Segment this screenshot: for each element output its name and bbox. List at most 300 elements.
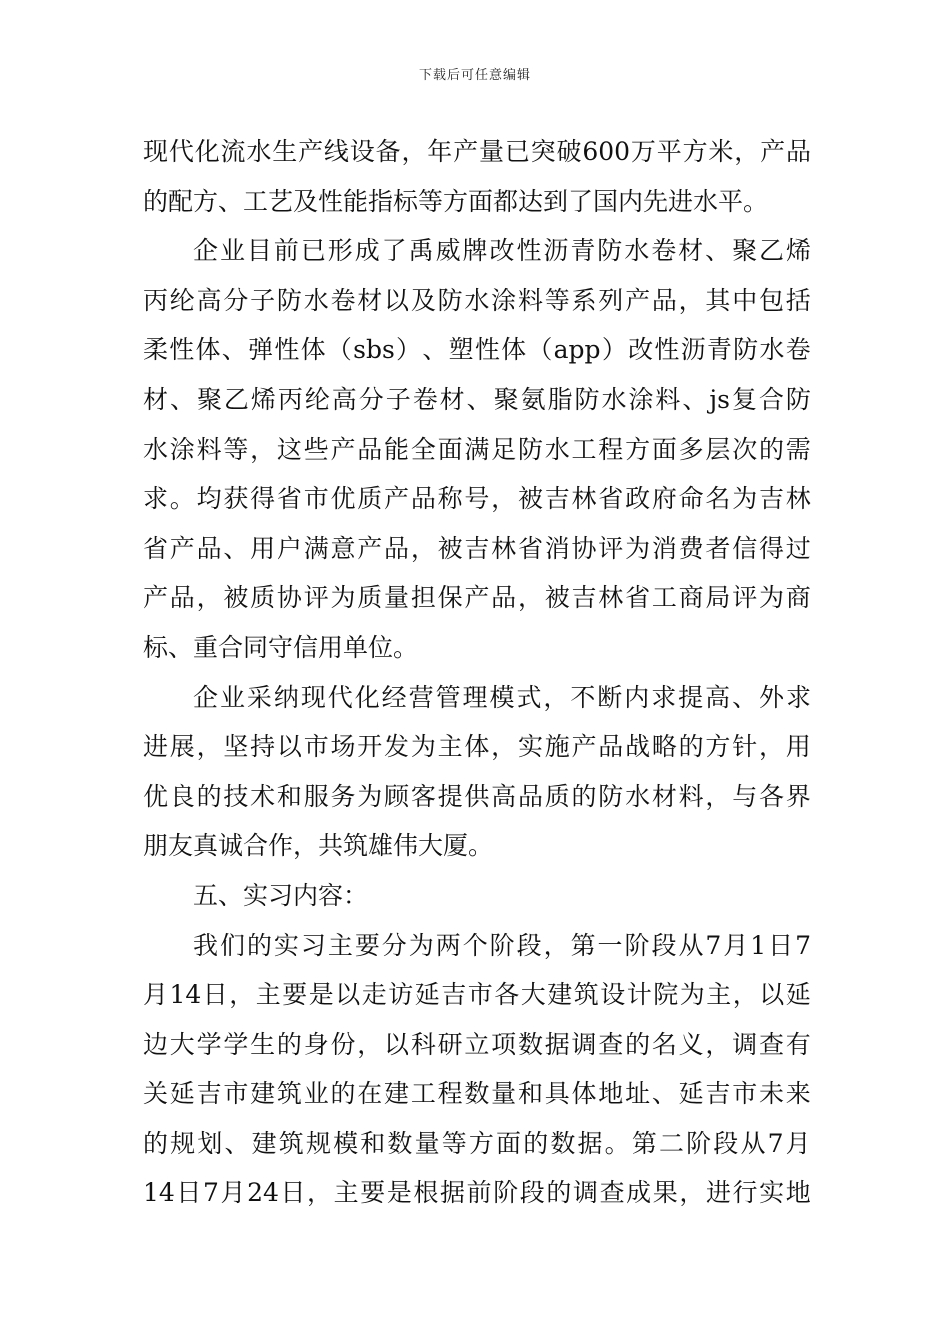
glyph: 吉 xyxy=(196,1079,222,1109)
glyph: 体 xyxy=(571,1079,597,1109)
glyph: 段 xyxy=(651,930,677,960)
glyph: 查 xyxy=(598,1029,624,1059)
glyph: 略 xyxy=(651,732,677,762)
glyph: 涂 xyxy=(169,434,195,464)
glyph: 塑 xyxy=(448,335,474,365)
glyph: 600 xyxy=(582,137,631,166)
glyph: 均 xyxy=(196,484,222,514)
glyph: 的 xyxy=(678,732,704,762)
glyph: 户 xyxy=(276,533,302,563)
glyph: 高 xyxy=(331,384,357,414)
glyph: ， xyxy=(307,1178,333,1208)
glyph: 调 xyxy=(572,1178,598,1208)
glyph: 院 xyxy=(653,980,679,1010)
glyph: 产 xyxy=(760,137,786,166)
glyph: 协 xyxy=(571,533,597,563)
glyph: 质 xyxy=(357,583,383,613)
glyph: 等 xyxy=(544,285,570,315)
glyph: 是 xyxy=(386,1178,412,1208)
glyph: 进 xyxy=(143,732,169,762)
glyph: 从 xyxy=(678,930,704,960)
glyph: 工 xyxy=(651,583,677,613)
glyph: 方 xyxy=(468,1128,494,1158)
glyph: 为 xyxy=(408,930,434,960)
glyph: 产 xyxy=(384,484,410,514)
glyph: 信 xyxy=(732,533,758,563)
text-line xyxy=(143,573,811,623)
glyph: 延 xyxy=(169,1079,195,1109)
glyph: 阶 xyxy=(686,1128,712,1158)
glyph: 坚 xyxy=(223,732,249,762)
glyph: 列 xyxy=(598,285,624,315)
text-line xyxy=(143,226,811,276)
glyph: 良 xyxy=(169,781,195,811)
glyph: 技 xyxy=(223,781,249,811)
glyph: app xyxy=(553,335,601,365)
glyph: ， xyxy=(517,583,543,613)
glyph: 发 xyxy=(384,732,410,762)
glyph: 料 xyxy=(196,434,222,464)
glyph: 们 xyxy=(219,930,245,960)
glyph: ， xyxy=(491,732,517,762)
glyph: 品 xyxy=(196,533,222,563)
glyph: 求 xyxy=(143,484,169,514)
glyph: 中 xyxy=(732,285,758,315)
glyph: 战 xyxy=(625,732,651,762)
glyph: 量 xyxy=(414,1128,440,1158)
glyph: 烯 xyxy=(250,384,276,414)
glyph: 水 xyxy=(464,285,490,315)
glyph: 品 xyxy=(384,533,410,563)
glyph: 为 xyxy=(732,484,758,514)
glyph: 目 xyxy=(246,236,272,266)
glyph: 方 xyxy=(625,434,651,464)
glyph: 前 xyxy=(273,236,299,266)
text-line xyxy=(143,127,811,177)
glyph: 供 xyxy=(464,781,490,811)
glyph: 评 xyxy=(732,583,758,613)
glyph: 材 xyxy=(143,384,169,414)
glyph: 省 xyxy=(143,533,169,563)
glyph: 求 xyxy=(785,682,811,712)
glyph: 、 xyxy=(223,533,249,563)
glyph: 开 xyxy=(357,732,383,762)
glyph: 月 xyxy=(723,930,749,960)
glyph: 产 xyxy=(453,137,479,166)
glyph: 命 xyxy=(678,484,704,514)
glyph: 阶 xyxy=(489,930,515,960)
glyph: 为 xyxy=(758,583,784,613)
glyph: 卷 xyxy=(412,384,438,414)
glyph: 、 xyxy=(682,384,708,414)
glyph: 用 xyxy=(250,533,276,563)
glyph: js xyxy=(709,384,730,414)
glyph: 进 xyxy=(705,1178,731,1208)
glyph: 品 xyxy=(357,434,383,464)
glyph: 青 xyxy=(706,335,732,365)
glyph: 担 xyxy=(410,583,436,613)
glyph: 顾 xyxy=(384,781,410,811)
glyph: （ xyxy=(326,335,352,365)
glyph: 数 xyxy=(464,1079,490,1109)
glyph: 协 xyxy=(276,583,302,613)
glyph: 程 xyxy=(598,434,624,464)
glyph: 保 xyxy=(437,583,463,613)
glyph: 牌 xyxy=(462,236,488,266)
glyph: sbs xyxy=(353,335,395,365)
glyph: 程 xyxy=(437,1079,463,1109)
glyph: 产 xyxy=(464,583,490,613)
glyph: 形 xyxy=(327,236,353,266)
glyph: 关 xyxy=(143,1079,169,1109)
glyph: 需 xyxy=(785,434,811,464)
glyph: 线 xyxy=(323,137,349,166)
text-line xyxy=(143,276,811,326)
glyph: 乙 xyxy=(223,384,249,414)
glyph: 氨 xyxy=(520,384,546,414)
glyph: ， xyxy=(543,682,569,712)
glyph: 14 xyxy=(169,980,202,1010)
glyph: 林 xyxy=(571,484,597,514)
glyph: 防 xyxy=(598,781,624,811)
glyph: 建 xyxy=(250,1079,276,1109)
glyph: 消 xyxy=(544,533,570,563)
glyph: 水 xyxy=(303,285,329,315)
text-line xyxy=(143,1168,811,1218)
glyph: 持 xyxy=(250,732,276,762)
text-line xyxy=(143,474,811,524)
glyph: 学 xyxy=(196,1029,222,1059)
glyph: 产 xyxy=(625,285,651,315)
glyph: 前 xyxy=(466,1178,492,1208)
glyph: 过 xyxy=(785,533,811,563)
glyph: ， xyxy=(196,583,222,613)
glyph: 项 xyxy=(491,1029,517,1059)
glyph: 规 xyxy=(170,1128,196,1158)
glyph: 得 xyxy=(758,533,784,563)
glyph: 营 xyxy=(408,682,434,712)
glyph: 我 xyxy=(193,930,219,960)
glyph: 24 xyxy=(247,1178,279,1208)
glyph: 学 xyxy=(223,1029,249,1059)
glyph: 和 xyxy=(276,781,302,811)
glyph: 延 xyxy=(785,980,811,1010)
glyph: 消 xyxy=(651,533,677,563)
glyph: ， xyxy=(758,732,784,762)
glyph: 这 xyxy=(276,434,302,464)
glyph: 满 xyxy=(464,434,490,464)
glyph: 从 xyxy=(740,1128,766,1158)
glyph: 防 xyxy=(574,384,600,414)
glyph: 数 xyxy=(387,1128,413,1158)
document-body xyxy=(143,127,811,1218)
text-line: 朋友真诚合作，共筑雄伟大厦。 xyxy=(143,831,494,861)
glyph: 优 xyxy=(143,781,169,811)
glyph: 、 xyxy=(422,335,448,365)
glyph: 业 xyxy=(219,236,245,266)
glyph: 方 xyxy=(682,137,708,166)
glyph: 14 xyxy=(143,1178,175,1208)
glyph: 性 xyxy=(169,335,195,365)
glyph: 吉 xyxy=(758,484,784,514)
text-line xyxy=(143,1020,811,1070)
glyph: 高 xyxy=(705,682,731,712)
glyph: 商 xyxy=(678,583,704,613)
glyph: 柔 xyxy=(143,335,169,365)
text-line xyxy=(143,524,811,574)
glyph: 业 xyxy=(219,682,245,712)
glyph: 青 xyxy=(570,236,596,266)
glyph: 备 xyxy=(375,137,401,166)
glyph: 品 xyxy=(517,781,543,811)
glyph: 质 xyxy=(250,583,276,613)
glyph: 府 xyxy=(651,484,677,514)
glyph: 习 xyxy=(300,930,326,960)
glyph: ， xyxy=(401,137,427,166)
glyph: 企 xyxy=(193,682,219,712)
glyph: 、 xyxy=(466,384,492,414)
glyph: 防 xyxy=(437,285,463,315)
glyph: 材 xyxy=(678,236,704,266)
glyph: 吉 xyxy=(464,533,490,563)
glyph: 生 xyxy=(272,137,298,166)
glyph: ） xyxy=(396,335,422,365)
glyph: 的 xyxy=(625,1029,651,1059)
glyph: 包 xyxy=(758,285,784,315)
glyph: 建 xyxy=(384,1079,410,1109)
glyph: 产 xyxy=(143,583,169,613)
glyph: 7 xyxy=(795,930,811,960)
glyph: 以 xyxy=(384,285,410,315)
glyph: 、 xyxy=(169,384,195,414)
glyph: 费 xyxy=(678,533,704,563)
glyph: 括 xyxy=(785,285,811,315)
text-line xyxy=(143,772,811,822)
glyph: 市 xyxy=(467,980,493,1010)
glyph: 、 xyxy=(224,1128,250,1158)
glyph: 烯 xyxy=(785,236,811,266)
glyph: 设 xyxy=(600,980,626,1010)
glyph: 为 xyxy=(330,583,356,613)
glyph: 生 xyxy=(250,1029,276,1059)
glyph: 的 xyxy=(196,781,222,811)
glyph: 性 xyxy=(654,335,680,365)
glyph: 工 xyxy=(410,1079,436,1109)
glyph: 产 xyxy=(298,137,324,166)
glyph: 材 xyxy=(357,285,383,315)
glyph: 子 xyxy=(250,285,276,315)
glyph: 面 xyxy=(496,1128,522,1158)
glyph: 米 xyxy=(708,137,734,166)
glyph: 纳 xyxy=(273,682,299,712)
glyph: 意 xyxy=(330,533,356,563)
glyph: 断 xyxy=(597,682,623,712)
glyph: 品 xyxy=(410,484,436,514)
glyph: 7 xyxy=(202,1178,219,1208)
glyph: 获 xyxy=(223,484,249,514)
glyph: 水 xyxy=(143,434,169,464)
glyph: 质 xyxy=(544,781,570,811)
glyph: 丙 xyxy=(143,285,169,315)
glyph: ） xyxy=(601,335,627,365)
glyph: 料 xyxy=(678,781,704,811)
glyph: 聚 xyxy=(493,384,519,414)
glyph: 局 xyxy=(705,583,731,613)
text-line xyxy=(143,375,811,425)
glyph: 数 xyxy=(550,1128,576,1158)
glyph: 成 xyxy=(354,236,380,266)
glyph: 已 xyxy=(504,137,530,166)
glyph: 为 xyxy=(679,980,705,1010)
glyph: 与 xyxy=(732,781,758,811)
glyph: ， xyxy=(357,1029,383,1059)
glyph: 被 xyxy=(437,533,463,563)
glyph: 设 xyxy=(349,137,375,166)
glyph: 采 xyxy=(246,682,272,712)
glyph: 身 xyxy=(303,1029,329,1059)
glyph: 纶 xyxy=(169,285,195,315)
glyph: 果 xyxy=(652,1178,678,1208)
glyph: 是 xyxy=(308,980,334,1010)
glyph: 些 xyxy=(303,434,329,464)
glyph: 代 xyxy=(168,137,194,166)
glyph: 边 xyxy=(143,1029,169,1059)
glyph: 务 xyxy=(330,781,356,811)
glyph: 有 xyxy=(785,1029,811,1059)
glyph: 复 xyxy=(731,384,757,414)
glyph: 改 xyxy=(489,236,515,266)
glyph: 地 xyxy=(785,1178,811,1208)
glyph: 为 xyxy=(357,781,383,811)
glyph: 在 xyxy=(357,1079,383,1109)
glyph: 大 xyxy=(169,1029,195,1059)
glyph: 和 xyxy=(360,1128,386,1158)
page-header: 下载后可任意编辑 xyxy=(418,68,531,83)
glyph: 足 xyxy=(491,434,517,464)
glyph: 调 xyxy=(571,1029,597,1059)
glyph: 访 xyxy=(388,980,414,1010)
glyph: 主 xyxy=(255,980,281,1010)
glyph: 水 xyxy=(759,335,785,365)
glyph: 品 xyxy=(491,583,517,613)
glyph: ， xyxy=(732,980,758,1010)
glyph: 已 xyxy=(300,236,326,266)
glyph: 省 xyxy=(625,583,651,613)
glyph: 第 xyxy=(631,1128,657,1158)
glyph: 据 xyxy=(577,1128,603,1158)
glyph: 能 xyxy=(384,434,410,464)
glyph: 各 xyxy=(758,781,784,811)
glyph: 产 xyxy=(169,533,195,563)
glyph: 术 xyxy=(250,781,276,811)
glyph: 为 xyxy=(410,732,436,762)
glyph: 二 xyxy=(658,1128,684,1158)
glyph: 全 xyxy=(410,434,436,464)
glyph: 面 xyxy=(437,434,463,464)
glyph: 方 xyxy=(705,732,731,762)
glyph: 省 xyxy=(598,484,624,514)
glyph: 月 xyxy=(785,1128,811,1158)
glyph: 产 xyxy=(357,533,383,563)
glyph: 地 xyxy=(598,1079,624,1109)
glyph: 成 xyxy=(626,1178,652,1208)
glyph: 理 xyxy=(462,682,488,712)
glyph: 要 xyxy=(282,980,308,1010)
glyph: 的 xyxy=(246,930,272,960)
glyph: 工 xyxy=(571,434,597,464)
glyph: 产 xyxy=(330,434,356,464)
glyph: 威 xyxy=(435,236,461,266)
glyph: 等 xyxy=(441,1128,467,1158)
glyph: 万 xyxy=(630,137,656,166)
glyph: ， xyxy=(196,732,222,762)
glyph: 外 xyxy=(759,682,785,712)
glyph: 各 xyxy=(494,980,520,1010)
glyph: 省 xyxy=(517,533,543,563)
glyph: 、 xyxy=(705,236,731,266)
glyph: 段 xyxy=(516,930,542,960)
glyph: 省 xyxy=(276,484,302,514)
glyph: 其 xyxy=(705,285,731,315)
glyph: 防 xyxy=(597,236,623,266)
glyph: 两 xyxy=(435,930,461,960)
glyph: 址 xyxy=(625,1079,651,1109)
glyph: 主 xyxy=(327,930,353,960)
glyph: 展 xyxy=(169,732,195,762)
glyph: 查 xyxy=(758,1029,784,1059)
glyph: 称 xyxy=(437,484,463,514)
glyph: 具 xyxy=(544,1079,570,1109)
glyph: 破 xyxy=(556,137,582,166)
glyph: 以 xyxy=(384,1029,410,1059)
glyph: 根 xyxy=(413,1178,439,1208)
glyph: 代 xyxy=(327,682,353,712)
glyph: ， xyxy=(543,930,569,960)
glyph: 段 xyxy=(519,1178,545,1208)
glyph: 主 xyxy=(437,732,463,762)
glyph: 的 xyxy=(143,1128,169,1158)
glyph: 量 xyxy=(478,137,504,166)
glyph: ， xyxy=(491,484,517,514)
glyph: 研 xyxy=(437,1029,463,1059)
glyph: 卷 xyxy=(330,285,356,315)
glyph: 要 xyxy=(354,930,380,960)
glyph: 、 xyxy=(732,682,758,712)
glyph: 水 xyxy=(601,384,627,414)
glyph: 品 xyxy=(785,137,811,166)
glyph: 评 xyxy=(303,583,329,613)
glyph: 了 xyxy=(381,236,407,266)
glyph: 子 xyxy=(385,384,411,414)
glyph: 市 xyxy=(732,1079,758,1109)
glyph: 平 xyxy=(656,137,682,166)
glyph: 以 xyxy=(759,980,785,1010)
text-line: 标、重合同守信用单位。 xyxy=(143,632,419,662)
glyph: 质 xyxy=(357,484,383,514)
glyph: 计 xyxy=(626,980,652,1010)
glyph: 合 xyxy=(758,384,784,414)
glyph: 和 xyxy=(517,1079,543,1109)
glyph: 以 xyxy=(276,732,302,762)
glyph: 、 xyxy=(651,1079,677,1109)
glyph: 提 xyxy=(437,781,463,811)
glyph: 纶 xyxy=(304,384,330,414)
glyph: 据 xyxy=(440,1178,466,1208)
glyph: 提 xyxy=(678,682,704,712)
glyph: 的 xyxy=(276,1029,302,1059)
glyph: 量 xyxy=(491,1079,517,1109)
text-line xyxy=(143,425,811,475)
